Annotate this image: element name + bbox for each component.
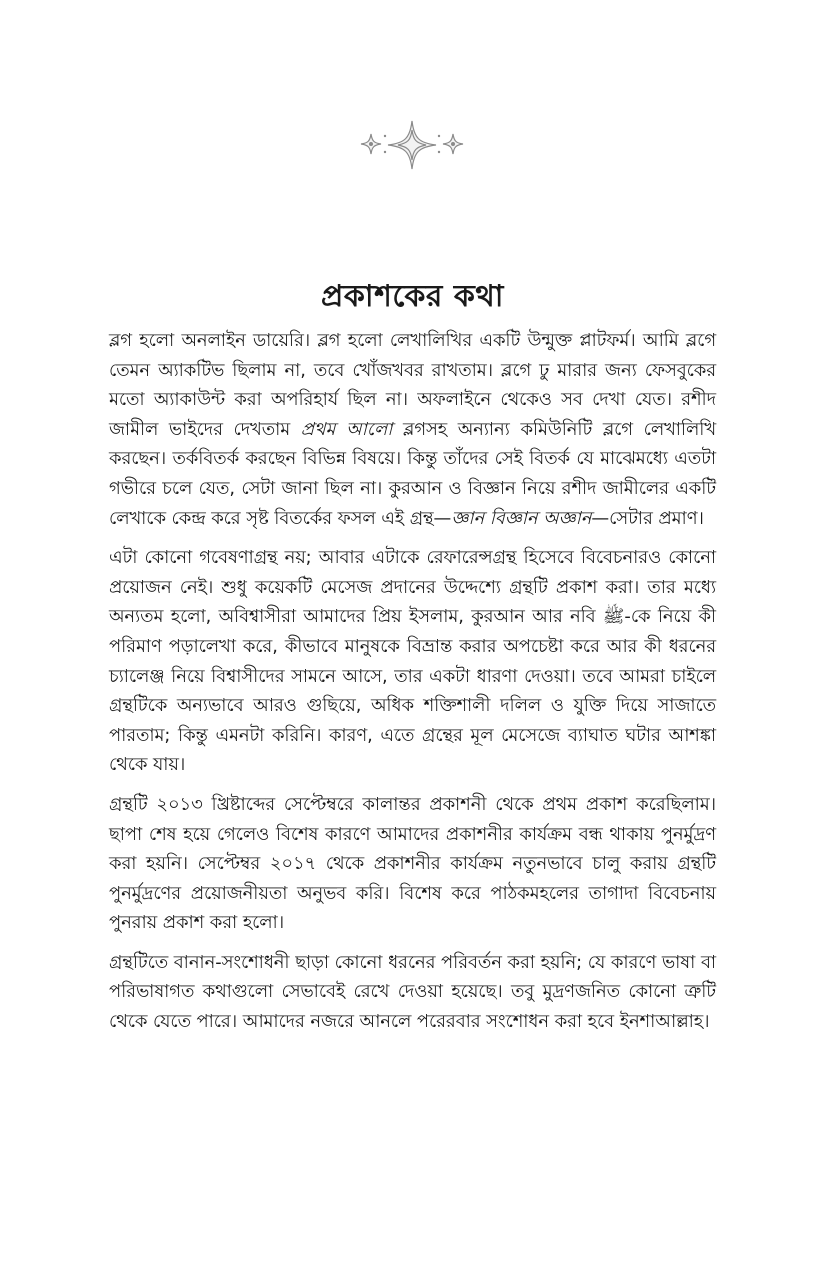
newspaper-name: প্রথম আলো bbox=[300, 418, 393, 440]
page-title: প্রকাশকের কথা bbox=[321, 279, 504, 315]
paragraph-1 bbox=[109, 326, 716, 533]
book-title: জ্ঞান বিজ্ঞান অজ্ঞান bbox=[451, 507, 592, 529]
paragraph-1-text-end: —সেটার প্রমাণ। bbox=[591, 507, 704, 529]
paragraph-1-text-start: ব্লগ হলো অনলাইন ডায়েরি। ব্লগ হলো লেখালিখির একটি উন্মুক্ত প্লাটফর্ম। আমি ব্লগে তেমন অ্যাকটিভ ছিলাম না, তবে খোঁজখবর রাখতাম। ব্লগে ঢু মারার জন্য ফেসবুকের মতো অ্যাকাউন্ট করা অপরিহার্য ছিল না। অফলাইনে থেকেও সব দেখা যেত। রশীদ জামীল ভাইদের দেখতাম bbox=[109, 330, 716, 440]
paragraph-2: এটা কোনো গবেষণাগ্রন্থ নয়; আবার এটাকে রেফারেন্সগ্রন্থ হিসেবে বিবেচনারও কোনো প্রয়োজন নেই। শুধু কয়েকটি মেসেজ প্রদানের উদ্দেশ্যে গ্রন্থটি প্রকাশ করা। তার মধ্যে অন্যতম হলো, অবিশ্বাসীরা আমাদের প্রিয় ইসলাম, কুরআন আর নবি ﷺ-কে নিয়ে কী পরিমাণ পড়ালেখা করে, কীভাবে মানুষকে বিভ্রান্ত করার অপচেষ্টা করে আর কী ধরনের চ্যালেঞ্জ নিয়ে বিশ্বাসীদের সামনে আসে, তার একটা ধারণা দেওয়া। তবে আমরা চাইলে গ্রন্থটিকে অন্যভাবে আরও গুছিয়ে, অধিক শক্তিশালী দলিল ও যুক্তি দিয়ে সাজাতে পারতাম; কিন্তু এমনটা করিনি। কারণ, এতে গ্রন্থের মূল মেসেজে ব্যাঘাত ঘটার আশঙ্কা থেকে যায়। bbox=[109, 547, 716, 776]
paragraph-3: গ্রন্থটি ২০১৩ খ্রিষ্টাব্দের সেপ্টেম্বরে কালান্তর প্রকাশনী থেকে প্রথম প্রকাশ করেছিলাম। ছাপা শেষ হয়ে গেলেও বিশেষ কারণে আমাদের প্রকাশনীর কার্যক্রম বন্ধ থাকায় পুনর্মুদ্রণ করা হয়নি। সেপ্টেম্বর ২০১৭ থেকে প্রকাশনীর কার্যক্রম নতুনভাবে চালু করায় গ্রন্থটি পুনর্মুদ্রণের প্রয়োজনীয়তা অনুভব করি। বিশেষ করে পাঠকমহলের তাগাদা বিবেচনায় পুনরায় প্রকাশ করা হলো। bbox=[109, 793, 716, 934]
paragraph-1-text-middle: ব্লগসহ অন্যান্য কমিউনিটি ব্লগে লেখালিখি করছেন। তর্কবিতর্ক করছেন বিভিন্ন বিষয়ে। কিন্তু তাঁদের সেই বিতর্ক যে মাঝেমধ্যে এতটা গভীরে চলে যেত, সেটা জানা ছিল না। কুরআন ও বিজ্ঞান নিয়ে রশীদ জামীলের একটি লেখাকে কেন্দ্র করে সৃষ্ট বিতর্কের ফসল এই গ্রন্থ— bbox=[109, 418, 716, 529]
body-text bbox=[109, 326, 716, 1047]
four-pointed-star-ornament-icon bbox=[357, 118, 467, 172]
paragraph-4: গ্রন্থটিতে বানান-সংশোধনী ছাড়া কোনো ধরনের পরিবর্তন করা হয়নি; যে কারণে ভাষা বা পরিভাষাগত কথাগুলো সেভাবেই রেখে দেওয়া হয়েছে। তবু মুদ্রণজনিত কোনো ত্রুটি থেকে যেতে পারে। আমাদের নজরে আনলে পরেরবার সংশোধন করা হবে ইনশাআল্লাহ। bbox=[109, 951, 716, 1033]
